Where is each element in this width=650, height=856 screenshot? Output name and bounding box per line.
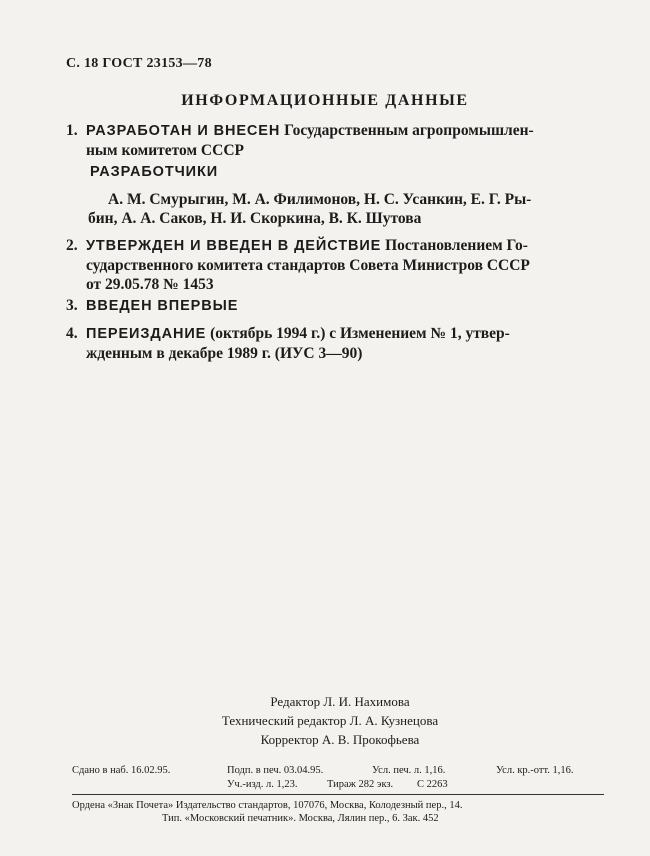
imprint-row-1	[72, 764, 604, 778]
divider-line	[72, 794, 604, 795]
info-item-3	[66, 296, 606, 316]
item-heading: ВВЕДЕН ВПЕРВЫЕ	[86, 298, 239, 314]
item-text-continued: от 29.05.78 № 1453	[86, 276, 214, 293]
imprint-row-2	[72, 778, 604, 792]
item-text: Государственным агропромышлен-	[280, 122, 534, 139]
proofreader-credit: Корректор А. В. Прокофьева	[260, 732, 420, 747]
print-imprint	[72, 764, 604, 792]
publisher-line-2: Тип. «Московский печатник». Москва, Лялин пер., 6. Зак. 452	[162, 813, 439, 824]
editorial-credits	[0, 692, 650, 749]
developers-list	[88, 190, 608, 228]
item-heading: УТВЕРЖДЕН И ВВЕДЕН В ДЕЙСТВИЕ	[86, 238, 382, 254]
developers-line-2: бин, А. А. Саков, Н. И. Скоркина, В. К. Шутова	[88, 210, 422, 227]
publication-sheets: Уч.-изд. л. 1,23.	[227, 779, 298, 790]
info-item-2	[66, 236, 606, 294]
publisher-info	[72, 799, 604, 825]
signed-date: Подп. в печ. 03.04.95.	[227, 765, 324, 776]
item-number: 3.	[66, 297, 78, 314]
order-code: С 2263	[417, 779, 448, 790]
item-text-continued: жденным в декабре 1989 г. (ИУС 3—90)	[86, 345, 363, 362]
publisher-line-1: Ордена «Знак Почета» Издательство стандартов, 107076, Москва, Колодезный пер., 14.	[72, 800, 463, 811]
item-heading: РАЗРАБОТАН И ВНЕСЕН	[86, 123, 281, 139]
developers-heading: РАЗРАБОТЧИКИ	[90, 164, 219, 180]
handed-date: Сдано в наб. 16.02.95.	[72, 765, 171, 776]
item-number: 1.	[66, 122, 78, 139]
item-text: Постановлением Го-	[381, 237, 528, 254]
item-number: 2.	[66, 237, 78, 254]
editor-credit: Редактор Л. И. Нахимова	[270, 694, 410, 709]
print-run: Тираж 282 экз.	[327, 779, 394, 790]
page-header: С. 18 ГОСТ 23153—78	[66, 56, 212, 71]
tech-editor-credit: Технический редактор Л. А. Кузнецова	[221, 713, 439, 728]
section-title: ИНФОРМАЦИОННЫЕ ДАННЫЕ	[181, 92, 469, 109]
item-text-continued: ным комитетом СССР	[86, 142, 244, 159]
item-text-continued: сударственного комитета стандартов Совета Министров СССР	[86, 257, 530, 274]
info-item-4	[66, 324, 606, 363]
color-print-sheets: Усл. кр.-отт. 1,16.	[496, 765, 574, 776]
print-sheets: Усл. печ. л. 1,16.	[372, 765, 446, 776]
developers-line-1: А. М. Смурыгин, М. А. Филимонов, Н. С. Усанкин, Е. Г. Ры-	[108, 191, 532, 208]
item-heading: ПЕРЕИЗДАНИЕ	[86, 326, 207, 342]
item-number: 4.	[66, 325, 78, 342]
info-item-1	[66, 121, 606, 160]
item-text: (октябрь 1994 г.) с Изменением № 1, утвер-	[206, 325, 510, 342]
